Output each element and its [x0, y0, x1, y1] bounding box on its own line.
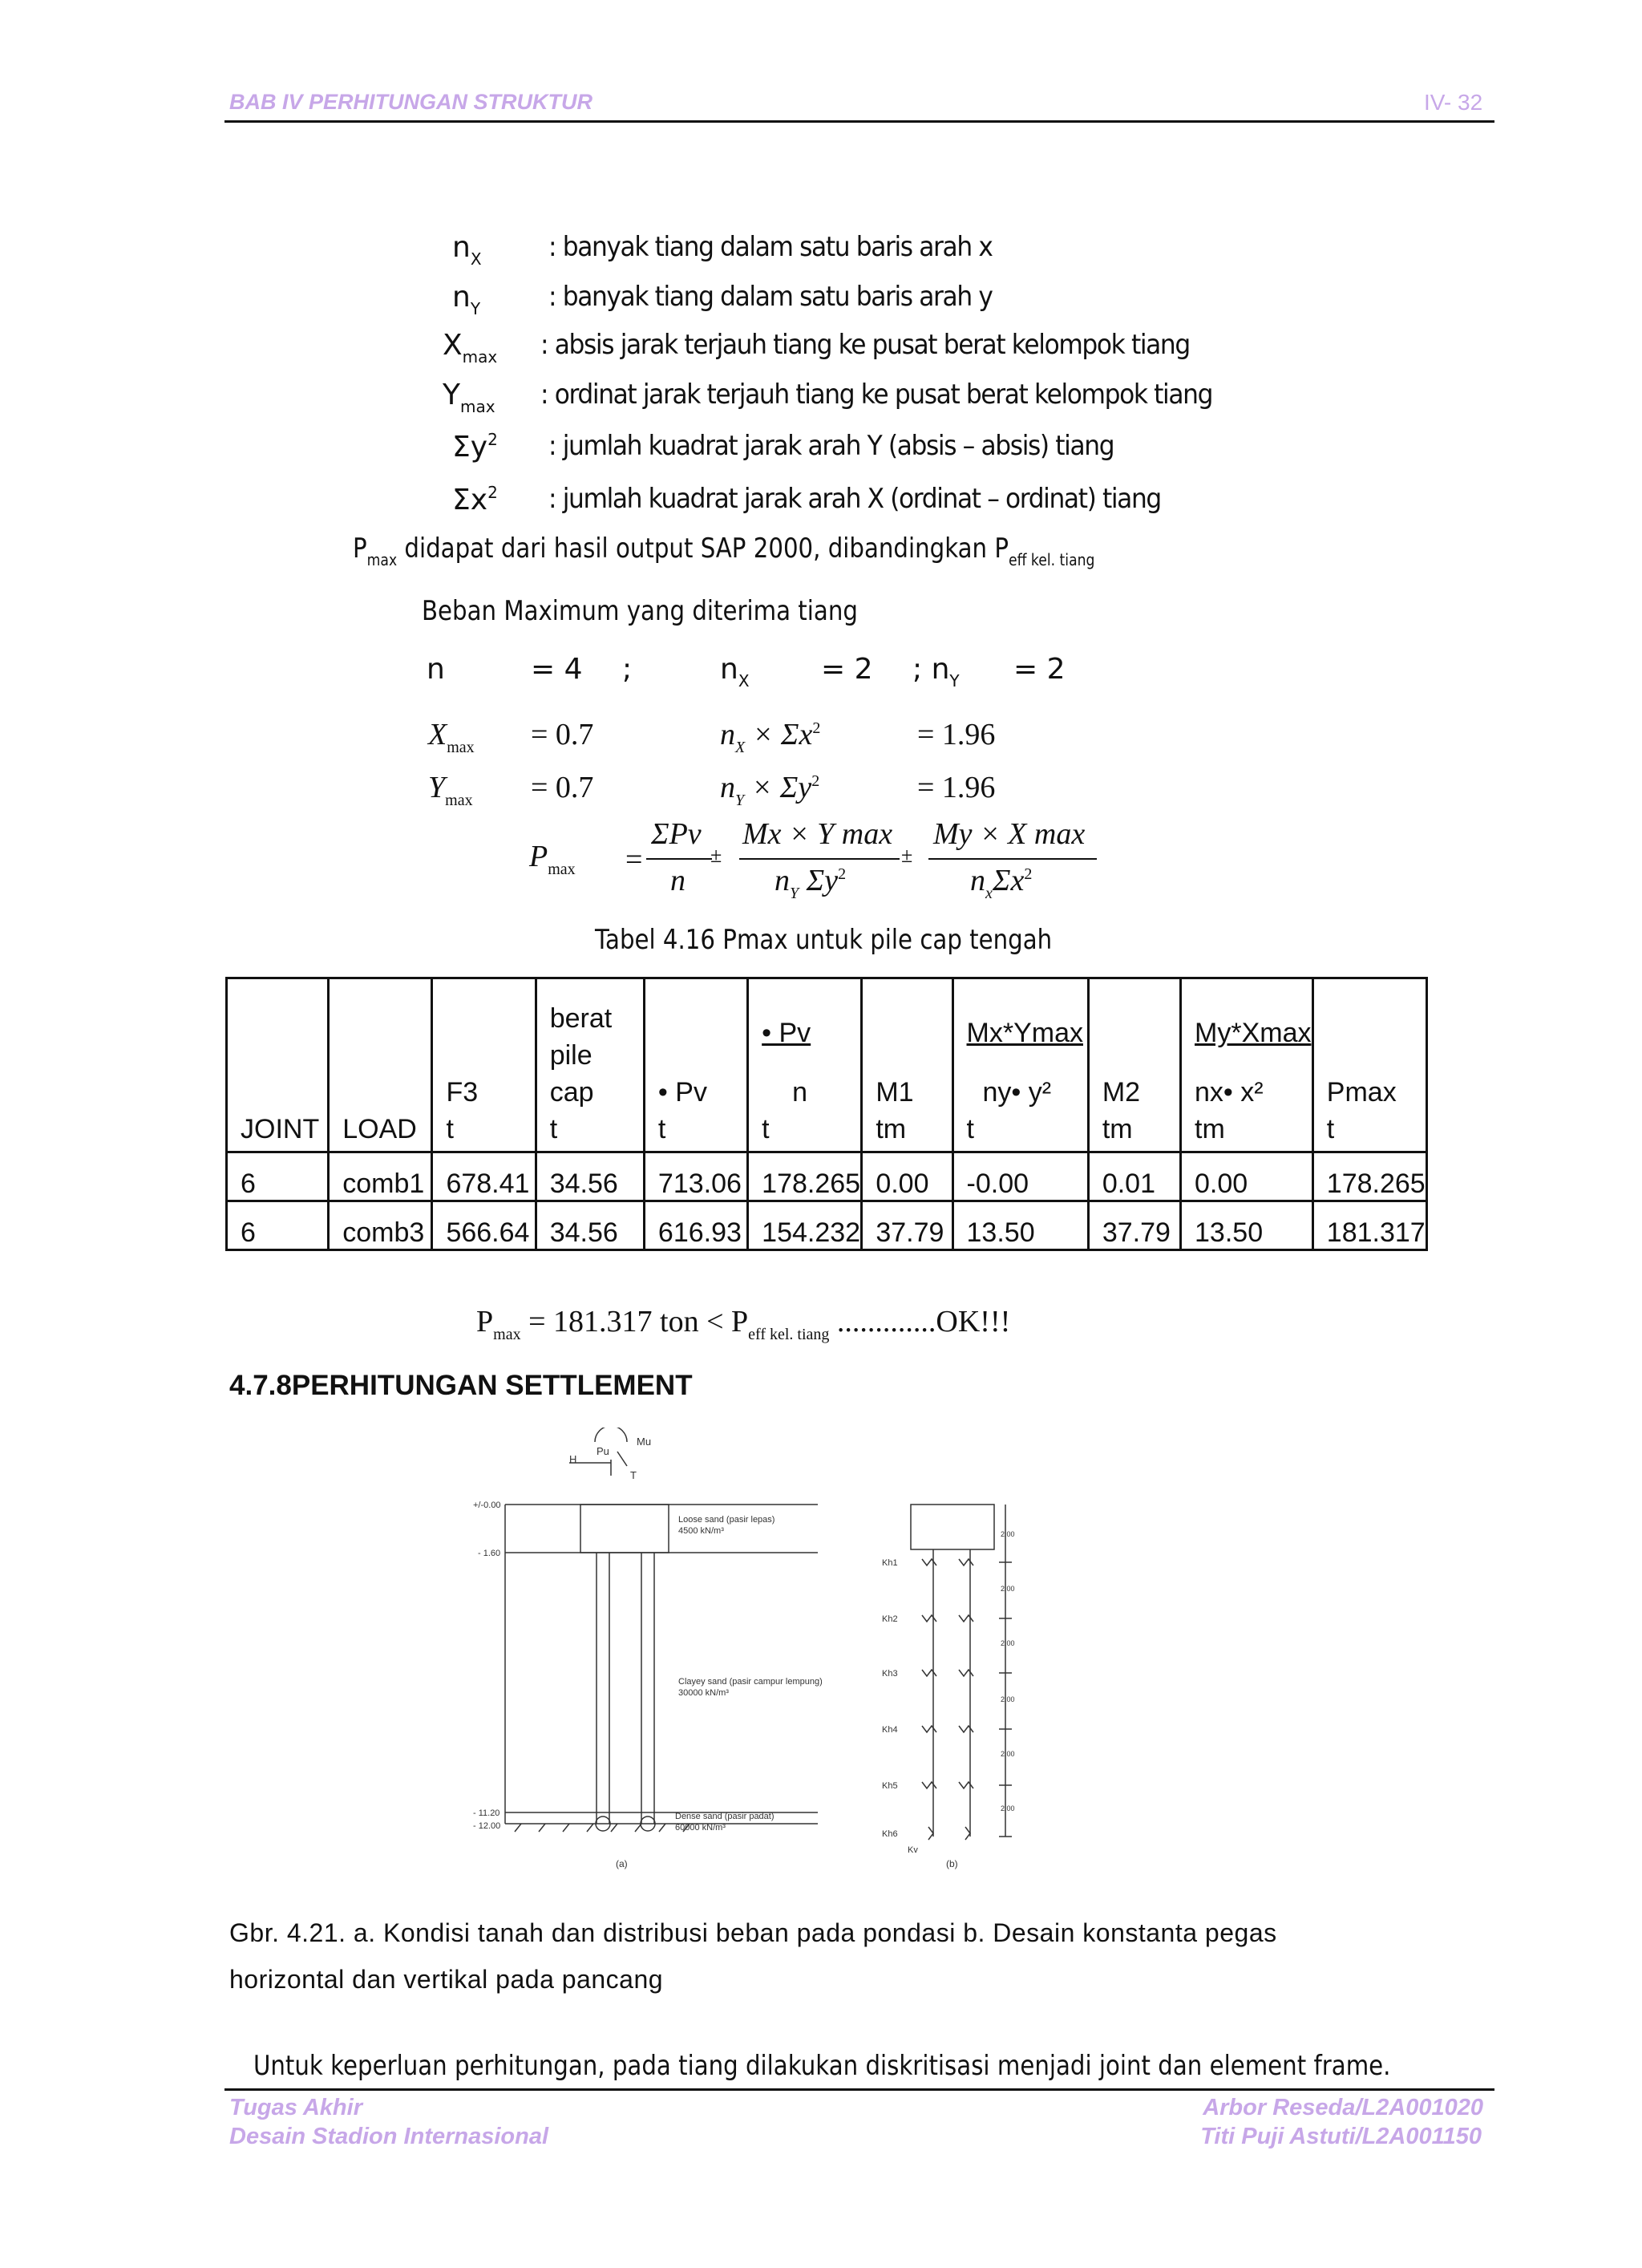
spring-label: Kh5 — [882, 1781, 898, 1791]
dim-label: 2.00 — [1001, 1585, 1015, 1593]
dim-label: 2.00 — [1001, 1639, 1015, 1647]
formula-term2-den: $n_Y$ $\Sigma y^2$ — [774, 864, 847, 902]
level-label: +/-0.00 — [473, 1501, 501, 1510]
beban-title: Beban Maximum yang diterima tiang — [422, 595, 858, 627]
table-cell: comb3 — [329, 1201, 432, 1250]
soil-label: Dense sand (pasir padat) — [675, 1812, 774, 1821]
table-cell: 178.265 — [748, 1152, 862, 1201]
table-row — [227, 1152, 1427, 1201]
figure-label-b: (b) — [946, 1858, 958, 1869]
table-header-cell: • Pv t — [644, 978, 747, 1152]
dim-label: 2.00 — [1001, 1750, 1015, 1758]
header-title: BAB IV PERHITUNGAN STRUKTUR — [229, 90, 593, 114]
table-header-cell: Pmax t — [1312, 978, 1426, 1152]
table-header-cell: F3 t — [432, 978, 536, 1152]
formula-lhs: $P_{max}$ — [529, 840, 576, 878]
def-text: : banyak tiang dalam satu baris arah y — [548, 281, 993, 313]
spring-label: Kh1 — [882, 1558, 898, 1568]
dim-label: 2.00 — [1001, 1695, 1015, 1703]
table-cell: 178.265 — [1312, 1152, 1426, 1201]
table-cell: 13.50 — [952, 1201, 1088, 1250]
soil-value: 4500 kN/m³ — [678, 1526, 724, 1536]
dim-label: 2.00 — [1001, 1530, 1015, 1538]
level-label: - 1.60 — [478, 1549, 501, 1558]
def-symbol: $\Sigma y^2$ — [452, 430, 498, 464]
table-cell: 6 — [227, 1152, 329, 1201]
level-label: - 12.00 — [473, 1821, 501, 1831]
level-label: - 11.20 — [473, 1808, 500, 1818]
param-ny-sum: $n_Y \times \Sigma y^2$ — [720, 771, 820, 809]
spring-label: Kh3 — [882, 1669, 898, 1679]
param-ny-label: ; $n_Y$ — [912, 653, 960, 691]
spring-label: Kh4 — [882, 1725, 898, 1735]
footer-rule — [224, 2088, 1494, 2091]
note-text: Untuk keperluan perhitungan, pada tiang dilakukan diskritisasi menjadi joint dan element frame. — [253, 2050, 1391, 2082]
param-nx-label: $n_X$ — [720, 653, 750, 691]
param-n-value: = 4 — [531, 653, 583, 686]
table-cell: 0.00 — [862, 1152, 952, 1201]
force-h: H — [569, 1453, 577, 1465]
pmax-table — [225, 977, 1428, 1251]
formula-term1-num: ΣPv — [651, 817, 702, 851]
table-header-cell: • Pv n t — [748, 978, 862, 1152]
table-title: Tabel 4.16 Pmax untuk pile cap tengah — [595, 924, 1053, 956]
def-symbol: $n_Y$ — [452, 281, 481, 318]
figure-label-a: (a) — [616, 1858, 628, 1869]
table-cell: 13.50 — [1181, 1201, 1313, 1250]
section-title: 4.7.8PERHITUNGAN SETTLEMENT — [229, 1370, 693, 1401]
def-symbol: $n_X$ — [452, 231, 482, 269]
spring-label: Kh6 — [882, 1829, 898, 1839]
def-text: : absis jarak terjauh tiang ke pusat berat kelompok tiang — [540, 329, 1190, 361]
table-cell: 0.01 — [1088, 1152, 1180, 1201]
formula-term3-num: My × X max — [933, 817, 1086, 851]
def-text: : banyak tiang dalam satu baris arah x — [548, 231, 993, 263]
def-symbol: $\Sigma x^2$ — [452, 483, 498, 516]
footer-right-1: Arbor Reseda/L2A001020 — [1203, 2095, 1483, 2120]
def-text: : jumlah kuadrat jarak arah Y (absis – absis) tiang — [548, 430, 1114, 462]
settlement-figure — [449, 1428, 1058, 1877]
param-xmax-value: = 0.7 — [531, 718, 594, 751]
table-row — [227, 1201, 1427, 1250]
figure-caption-line2: horizontal dan vertikal pada pancang — [229, 1965, 664, 1994]
figure-a — [505, 1428, 818, 1832]
page-number: IV- 32 — [1424, 90, 1483, 115]
param-n-label: n — [427, 653, 445, 686]
force-mu: Mu — [637, 1436, 652, 1448]
formula-term2-num: Mx × Y max — [742, 817, 893, 851]
table-header-row — [227, 978, 1427, 1152]
table-cell: 181.317 — [1312, 1201, 1426, 1250]
footer-left-2: Desain Stadion Internasional — [229, 2124, 549, 2149]
footer-left-1: Tugas Akhir — [229, 2095, 362, 2120]
table-header-cell: My*Xmax nx• x² tm — [1181, 978, 1313, 1152]
pmax-description: $P_{max}$ didapat dari hasil output SAP 2000, dibandingkan $P_{eff kel. tiang}$ — [353, 533, 1095, 569]
soil-label: Clayey sand (pasir campur lempung) — [678, 1677, 823, 1687]
table-header-cell: Mx*Ymax ny• y² t — [952, 978, 1088, 1152]
param-ymax-value: = 0.7 — [531, 771, 594, 804]
param-nx-sum-value: = 1.96 — [917, 718, 996, 751]
force-pu: Pu — [597, 1445, 609, 1457]
def-text: : ordinat jarak terjauh tiang ke pusat berat kelompok tiang — [540, 379, 1213, 411]
table-cell: 566.64 — [432, 1201, 536, 1250]
param-xmax-label: $X_{max}$ — [428, 718, 475, 756]
formula-term1-bar — [646, 858, 712, 860]
pmax-result: $P_{max} = 181.317$ ton < $P_{eff kel. tiang}$ .............OK!!! — [476, 1305, 1011, 1343]
header-rule — [224, 120, 1494, 123]
table-header-cell: LOAD — [329, 978, 432, 1152]
formula-term2-bar — [739, 858, 900, 860]
spring-label: Kh2 — [882, 1614, 898, 1624]
param-ymax-label: $Y_{max}$ — [428, 771, 473, 809]
formula-term3-bar — [928, 858, 1097, 860]
table-header-cell: JOINT — [227, 978, 329, 1152]
soil-value: 30000 kN/m³ — [678, 1688, 729, 1698]
table-cell: comb1 — [329, 1152, 432, 1201]
soil-value: 60000 kN/m³ — [675, 1823, 726, 1833]
table-cell: 6 — [227, 1201, 329, 1250]
param-nx-sum: $n_X \times \Sigma x^2$ — [720, 718, 821, 756]
table-header-cell: M2 tm — [1088, 978, 1180, 1152]
table-header-cell: M1 tm — [862, 978, 952, 1152]
force-t: T — [630, 1469, 637, 1481]
formula-term3-den: $n_x\Sigma x^2$ — [970, 864, 1033, 902]
kv-label: Kv — [908, 1845, 918, 1855]
param-nx-value: = 2 — [821, 653, 873, 686]
formula-equals: = — [625, 843, 643, 877]
param-ny-sum-value: = 1.96 — [917, 771, 996, 804]
table-header-cell: berat pile cap t — [536, 978, 644, 1152]
def-symbol: $Y_{max}$ — [443, 379, 495, 416]
param-ny-value: = 2 — [1013, 653, 1066, 686]
formula-plusminus: ± — [710, 844, 722, 867]
soil-label: Loose sand (pasir lepas) — [678, 1515, 775, 1525]
table-cell: 34.56 — [536, 1201, 644, 1250]
footer-right-2: Titi Puji Astuti/L2A001150 — [1200, 2124, 1482, 2149]
table-cell: 37.79 — [1088, 1201, 1180, 1250]
table-cell: 154.232 — [748, 1201, 862, 1250]
figure-caption-line1: Gbr. 4.21. a. Kondisi tanah dan distribusi beban pada pondasi b. Desain konstanta pegas — [229, 1918, 1277, 1947]
table-cell: -0.00 — [952, 1152, 1088, 1201]
table-cell: 713.06 — [644, 1152, 747, 1201]
def-text: : jumlah kuadrat jarak arah X (ordinat – ordinat) tiang — [548, 483, 1161, 515]
table-cell: 678.41 — [432, 1152, 536, 1201]
def-symbol: $X_{max}$ — [443, 329, 498, 367]
param-separator: ; — [622, 653, 633, 686]
formula-plusminus: ± — [901, 844, 913, 867]
formula-term1-den: n — [670, 864, 686, 897]
dim-label: 2.00 — [1001, 1804, 1015, 1812]
table-cell: 37.79 — [862, 1201, 952, 1250]
table-cell: 616.93 — [644, 1201, 747, 1250]
table-cell: 34.56 — [536, 1152, 644, 1201]
figure-b — [911, 1505, 1012, 1840]
table-cell: 0.00 — [1181, 1152, 1313, 1201]
